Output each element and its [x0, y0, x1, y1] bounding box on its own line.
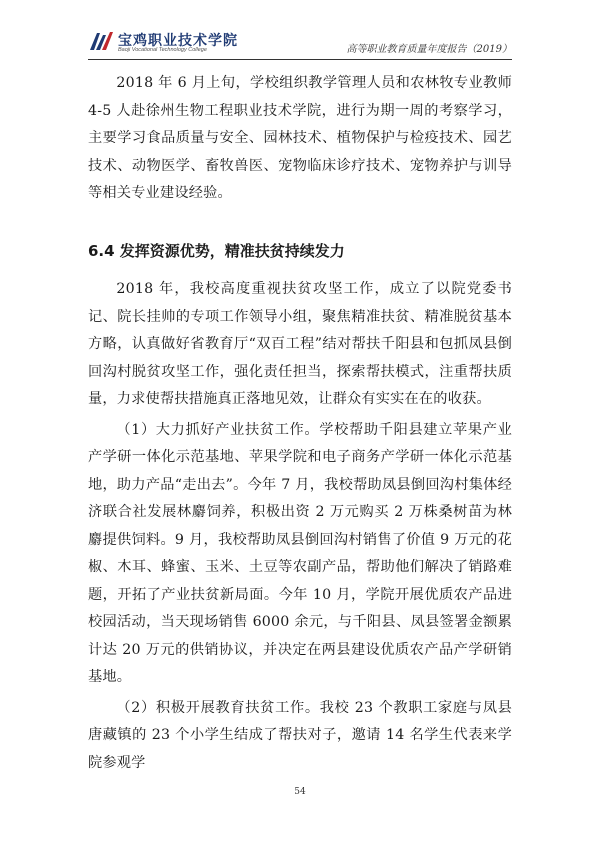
header-divider — [88, 59, 512, 60]
section-heading: 6.4 发挥资源优势，精准扶贫持续发力 — [88, 242, 345, 260]
section-body — [88, 276, 512, 777]
intro-block — [88, 70, 512, 208]
page-number: 54 — [294, 787, 306, 797]
section-6-4 — [88, 238, 512, 265]
college-logo — [88, 30, 238, 52]
paragraph: （2）积极开展教育扶贫工作。我校 23 个教职工家庭与凤县唐藏镇的 23 个小学生结成了帮扶对子，邀请 14 名学生代表来学院参观学 — [88, 699, 512, 771]
report-title: 高等职业教育质量年度报告（2019） — [346, 44, 512, 55]
paragraph: （1）大力抓好产业扶贫工作。学校帮助千阳县建立苹果产业产学研一体化示范基地、苹果学院和电子商务产学研一体化示范基地，助力产品“走出去”。今年 7 月，我校帮助凤县倒回沟村集体经济联合社发展林麝饲养，积极出资 2 万元购买 2 万株桑树苗为林麝提供饲料。9 月，我校帮助凤县倒回沟村销售了价值 9 万元的花椒、木耳、蜂蜜、玉米、土豆等农副产品，帮助他们解决了销路难题，开拓了产业扶贫新局面。今年 10 月，学院开展优质农产品进校园活动，当天现场销售 6000 余元，与千阳县、凤县签署金额累计达 20 万元的供销协议，并决定在两县建设优质农产品产学研销基地。 — [88, 421, 513, 685]
college-name: 宝鸡职业技术学院 — [118, 32, 238, 49]
page-header — [88, 28, 512, 58]
college-emblem-icon — [88, 30, 114, 52]
paragraph: 2018 年，我校高度重视扶贫攻坚工作，成立了以院党委书记、院长挂帅的专项工作领导小组，聚焦精准扶贫、精准脱贫基本方略，认真做好省教育厅“双百工程”结对帮扶千阳县和包抓凤县倒回沟村脱贫攻坚工作，强化责任担当，探索帮扶模式，注重帮扶质量，力求使帮扶措施真正落地见效，让群众有实实在在的收获。 — [88, 281, 512, 407]
college-name-english: Baoji Vocational Technology College — [118, 47, 207, 53]
paragraph: 2018 年 6 月上旬，学校组织教学管理人员和农林牧专业教师 4-5 人赴徐州生物工程职业技术学院，进行为期一周的考察学习，主要学习食品质量与安全、园林技术、植物保护与检疫技术、园艺技术、动物医学、畜牧兽医、宠物临床诊疗技术、宠物养护与训导等相关专业建设经验。 — [88, 75, 512, 201]
